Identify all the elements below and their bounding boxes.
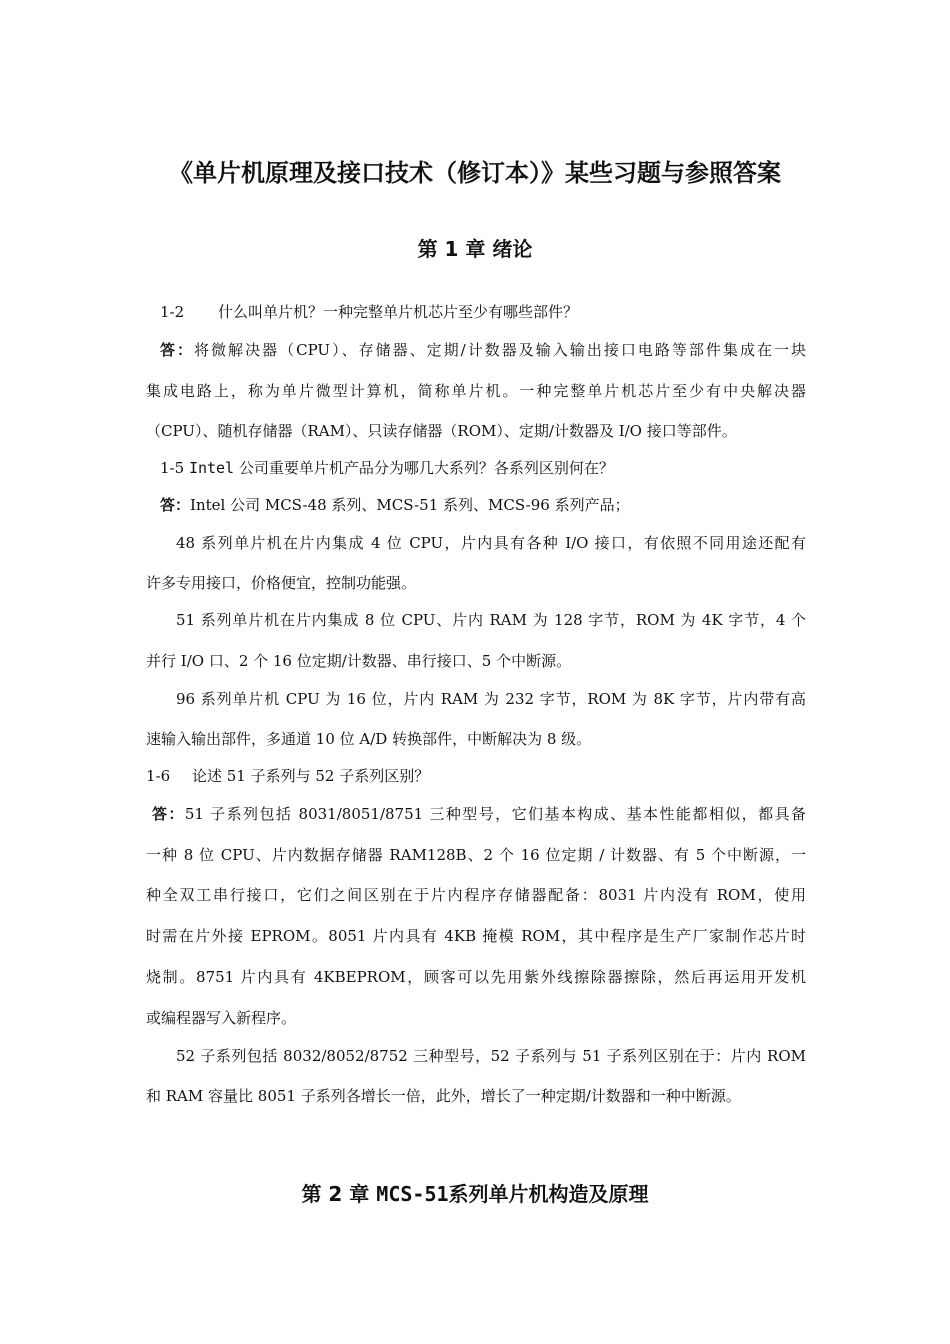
answer-1-6-line-2: 一种 8 位 CPU、片内数据存储器 RAM128B、2 个 16 位定期 / 计数器、有 5 个中断源，一 [146, 846, 806, 864]
answer-1-5: 答：Intel 公司 MCS-48 系列、MCS-51 系列、MCS-96 系列产品； [160, 496, 630, 514]
question-text: 论述 51 子系列与 52 子系列区别？ [192, 767, 430, 785]
question-1-2 [160, 301, 800, 323]
chapter-2-heading: 第 2 章 MCS-51系列单片机构造及原理 [301, 1182, 649, 1206]
answer-label: 答： [152, 805, 185, 823]
para-52-line-2: 和 RAM 容量比 8051 子系列各增长一倍，此外，增长了一种定期/计数器和一种中断源。 [146, 1087, 741, 1105]
answer-label: 答： [160, 496, 191, 514]
question-1-5 [160, 457, 800, 479]
para-48-line-1: 48 系列单片机在片内集成 4 位 CPU，片内具有各种 I/O 接口，有依照不同用途还配有 [176, 534, 806, 552]
question-number: 1-6 [146, 767, 171, 785]
answer-1-2-line-2: 集成电路上，称为单片微型计算机，简称单片机。一种完整单片机芯片至少有中央解决器 [146, 382, 806, 400]
para-51-line-1: 51 系列单片机在片内集成 8 位 CPU、片内 RAM 为 128 字节，ROM 为 4K 字节，4 个 [176, 611, 806, 629]
question-text: 什么叫单片机？一种完整单片机芯片至少有哪些部件？ [218, 303, 579, 321]
intel-text: Intel [188, 459, 235, 477]
answer-1-6-line-4: 时需在片外接 EPROM。8051 片内具有 4KB 掩模 ROM，其中程序是生产厂家制作芯片时 [146, 927, 806, 945]
para-52-line-1: 52 子系列包括 8032/8052/8752 三种型号，52 子系列与 51 子系列区别在于：片内 ROM [176, 1047, 806, 1065]
answer-1-6-line-5: 烧制。8751 片内具有 4KBEPROM，顾客可以先用紫外线擦除器擦除，然后再运用开发机 [146, 968, 806, 986]
para-96-line-2: 速输入输出部件，多通道 10 位 A/D 转换部件，中断解决为 8 级。 [146, 730, 592, 748]
chapter-1-heading: 第 1 章 绪论 [417, 237, 533, 261]
document-title: 《单片机原理及接口技术（修订本）》某些习题与参照答案 [169, 159, 781, 187]
answer-1-2-line-3: （CPU）、随机存储器（RAM）、只读存储器（ROM）、定期/计数器及 I/O 接口等部件。 [146, 422, 737, 440]
para-48-line-2: 许多专用接口，价格便宜，控制功能强。 [146, 574, 417, 592]
answer-1-6-line-3: 种全双工串行接口，它们之间区别在于片内程序存储器配备：8031 片内没有 ROM，使用 [146, 886, 806, 904]
answer-1-6-line-1: 答：51 子系列包括 8031/8051/8751 三种型号，它们基本构成、基本性能都相似，都具备 [152, 805, 806, 823]
para-96-line-1: 96 系列单片机 CPU 为 16 位，片内 RAM 为 232 字节，ROM 为 8K 字节，片内带有高 [176, 690, 806, 708]
answer-1-6-line-6: 或编程器写入新程序。 [146, 1009, 297, 1027]
para-51-line-2: 并行 I/O 口、2 个 16 位定期/计数器、串行接口、5 个中断源。 [146, 652, 572, 670]
question-number: 1-5 [160, 459, 185, 477]
question-number: 1-2 [160, 303, 185, 321]
question-1-6 [146, 765, 806, 787]
question-text: 公司重要单片机产品分为哪几大系列？各系列区别何在？ [238, 459, 614, 477]
answer-label: 答： [160, 341, 195, 359]
answer-1-2-line-1: 答：将微解决器（CPU）、存储器、定期/计数器及输入输出接口电路等部件集成在一块 [160, 341, 806, 359]
